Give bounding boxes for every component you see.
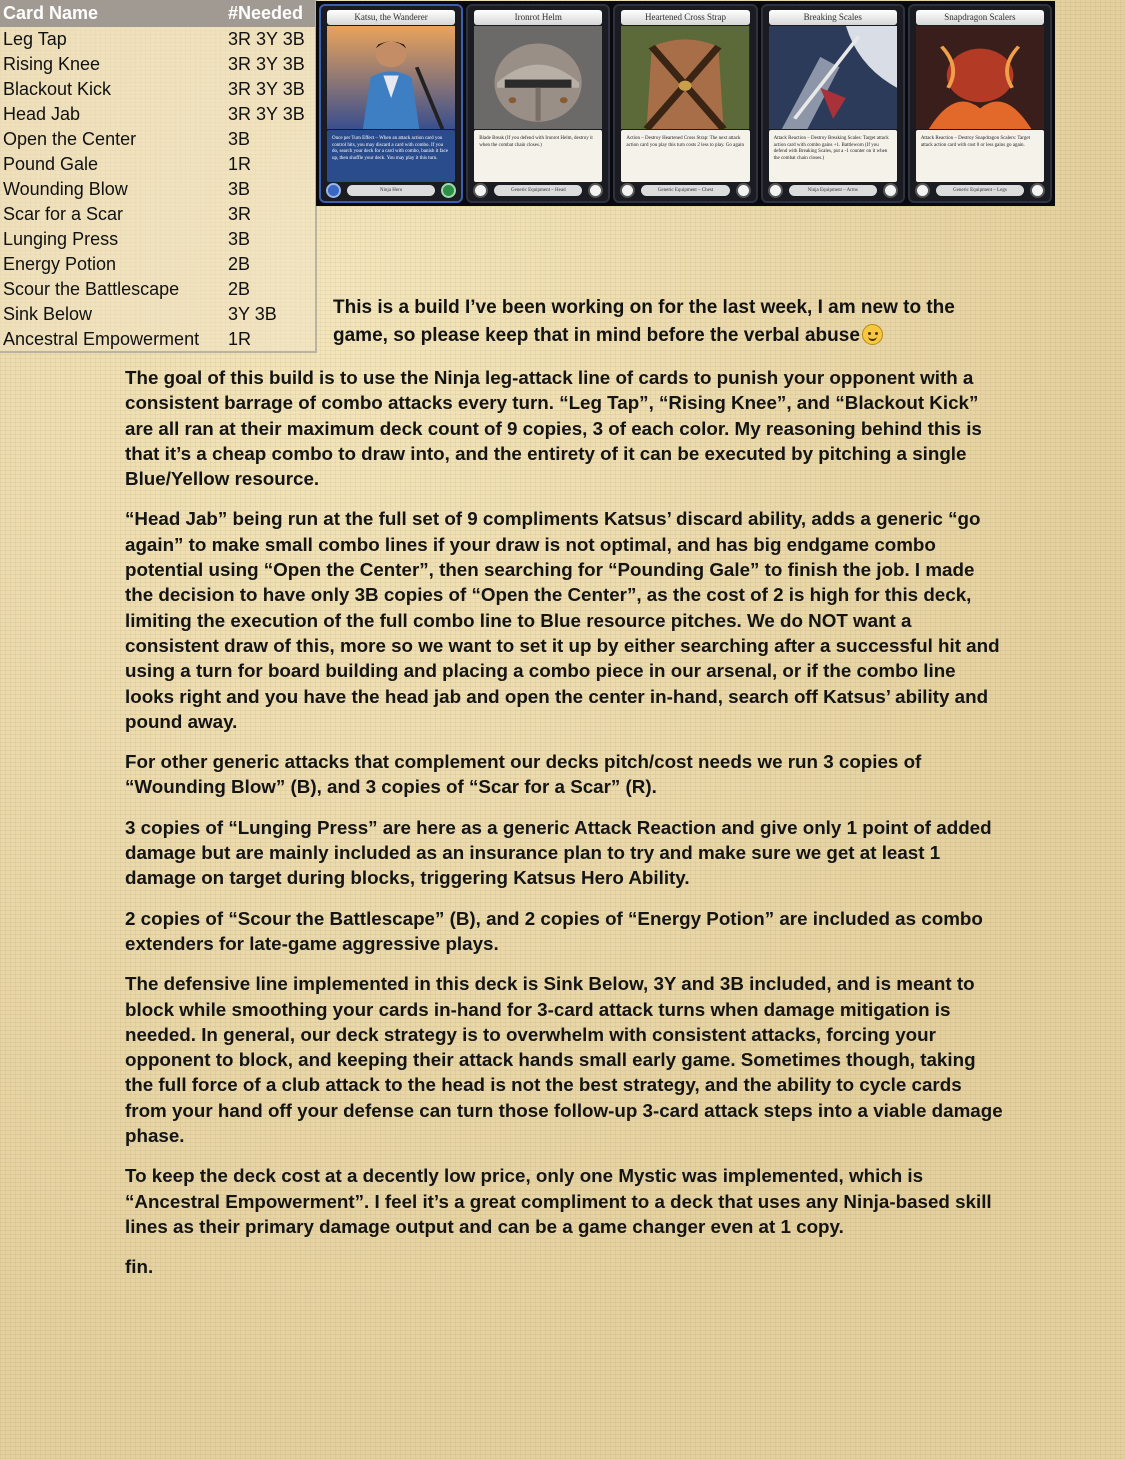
card-text: Action – Destroy Heartened Cross Strap: The next attack action card you play this turn costs 2 less to play. Go again	[621, 130, 749, 182]
needed-cell: 1R	[228, 154, 252, 174]
card-list-table	[0, 0, 317, 353]
paragraph: 3 copies of “Lunging Press” are here as a generic Attack Reaction and give only 1 point of added damage but are mainly included as an insurance plan to try and make sure we get at least 1 damage on target during blocks, triggering Katsus Hero Ability.	[125, 816, 992, 889]
card-name-cell: Scar for a Scar	[3, 204, 124, 224]
intro-text	[333, 294, 993, 350]
table-row	[0, 202, 315, 227]
table-row	[0, 102, 315, 127]
card-art-helm	[474, 26, 602, 129]
resource-icon	[473, 183, 488, 198]
paragraph: The goal of this build is to use the Ninja leg-attack line of cards to punish your opponent with a consistent barrage of combo attacks every turn. “Leg Tap”, “Rising Knee”, and “Blackout Kick” are all ran at their maximum deck count of 9 copies, 3 of each color. My reasoning behind this is that it’s a cheap combo to draw into, and the entirety of it can be executed by pitching a single Blue/Yellow resource.	[125, 367, 982, 490]
paragraph: “Head Jab” being run at the full set of 9 compliments Katsus’ discard ability, adds a generic “go again” to make small combo lines if your draw is not optimal, and has big endgame combo potential using “Open the Center”, then searching for “Pounding Gale” to finish the job. I made the decision to have only 3B copies of “Open the Center”, as the cost of 2 is high for this deck, limiting the execution of the full combo line to Blue resource pitches. We do NOT want a consistent draw of this, more so we want to set it up by either searching after a successful hit and using a turn for board building and placing a combo piece in our arsenal, or if the combo line looks right and you have the head jab and open the center in-hand, search off Katsus’ ability and pound away.	[125, 508, 1000, 732]
card-heartened-cross-strap	[613, 4, 757, 203]
paragraph: 2 copies of “Scour the Battlescape” (B), and 2 copies of “Energy Potion” are included as combo extenders for late-game aggressive plays.	[125, 907, 983, 954]
table-row	[0, 227, 315, 252]
card-name-cell: Ancestral Empowerment	[3, 329, 200, 349]
needed-cell: 3B	[228, 229, 251, 249]
card-title: Ironrot Helm	[474, 10, 602, 25]
needed-cell: 3B	[228, 129, 251, 149]
card-name-cell: Scour the Battlescape	[3, 279, 180, 299]
card-ironrot-helm	[466, 4, 610, 203]
card-text: Blade Break (If you defend with Ironrot Helm, destroy it when the combat chain closes.)	[474, 130, 602, 182]
table-header	[0, 0, 315, 27]
card-name-cell: Pound Gale	[3, 154, 99, 174]
needed-cell: 2B	[228, 254, 251, 274]
card-type: Ninja Equipment – Arms	[789, 185, 877, 196]
table-row	[0, 27, 315, 52]
resource-icon	[915, 183, 930, 198]
paragraph: fin.	[125, 1256, 154, 1278]
needed-cell: 3R 3Y 3B	[228, 29, 305, 49]
life-icon	[441, 183, 456, 198]
card-type: Ninja Hero	[347, 185, 435, 196]
table-row	[0, 302, 315, 327]
paragraph: For other generic attacks that complement our decks pitch/cost needs we run 3 copies of “Wounding Blow” (B), and 3 copies of “Scar for a Scar” (R).	[125, 751, 922, 798]
card-name-cell: Rising Knee	[3, 54, 101, 74]
smiling-face-icon	[862, 324, 883, 345]
card-name-cell: Leg Tap	[3, 29, 67, 49]
card-art-scales	[769, 26, 897, 129]
card-snapdragon-scalers	[908, 4, 1052, 203]
resource-icon	[768, 183, 783, 198]
card-title: Snapdragon Scalers	[916, 10, 1044, 25]
paragraph: The defensive line implemented in this deck is Sink Below, 3Y and 3B included, and is meant to block while smoothing your cards in-hand for 3-card attack turns when damage mitigation is needed. In general, our deck strategy is to overwhelm with consistent attacks, forcing your opponent to block, and keeping their attack hands small early game. Sometimes though, taking the full force of a club attack to the head is not the best strategy, and the ability to cycle cards from your hand off your defense can turn those follow-up 3-card attack steps into a viable damage phase.	[125, 973, 1003, 1147]
defense-icon	[736, 183, 751, 198]
table-row	[0, 127, 315, 152]
needed-cell: 3Y 3B	[228, 304, 277, 324]
table-row	[0, 277, 315, 302]
card-name-cell: Wounding Blow	[3, 179, 128, 199]
card-type: Generic Equipment – Head	[494, 185, 582, 196]
needed-cell: 1R	[228, 329, 252, 349]
needed-cell: 3B	[228, 179, 251, 199]
card-name-cell: Lunging Press	[3, 229, 119, 249]
card-name-cell: Blackout Kick	[3, 79, 112, 99]
card-text: Attack Reaction – Destroy Breaking Scales: Target attack action card with combo gains +1. Battleworn (If you defend with Breaking Scales, put a -1 counter on it when the combat chain closes.)	[769, 130, 897, 182]
card-images-strip	[316, 1, 1055, 206]
defense-icon	[326, 183, 341, 198]
card-name-cell: Sink Below	[3, 304, 93, 324]
intro-sentence: This is a build I’ve been working on for the last week, I am new to the game, so please keep that in mind before the verbal abuse	[333, 297, 955, 346]
resource-icon	[620, 183, 635, 198]
article-body	[125, 365, 1005, 1295]
table-row	[0, 52, 315, 77]
needed-cell: 3R 3Y 3B	[228, 79, 305, 99]
card-title: Breaking Scales	[769, 10, 897, 25]
header-needed: #Needed	[228, 3, 304, 23]
table-row	[0, 252, 315, 277]
table-row	[0, 327, 315, 352]
card-name-cell: Energy Potion	[3, 254, 117, 274]
card-katsu	[319, 4, 463, 203]
table-row	[0, 77, 315, 102]
table-row	[0, 177, 315, 202]
card-art-scalers	[916, 26, 1044, 129]
paragraph: To keep the deck cost at a decently low price, only one Mystic was implemented, which is “Ancestral Empowerment”. I feel it’s a great compliment to a deck that uses any Ninja-based skill lines as their primary damage output and can be a game changer even at 1 copy.	[125, 1165, 992, 1237]
defense-icon	[1030, 183, 1045, 198]
needed-cell: 3R	[228, 204, 252, 224]
defense-icon	[883, 183, 898, 198]
card-type: Generic Equipment – Legs	[936, 185, 1024, 196]
card-name-cell: Head Jab	[3, 104, 81, 124]
card-text: Once per Turn Effect – When an attack action card you control hits, you may discard a card with combo. If you do, search your deck for a card with combo, banish it face up, then shuffle your deck. You may play it this turn.	[327, 130, 455, 182]
header-card-name: Card Name	[3, 3, 99, 23]
card-art-strap	[621, 26, 749, 129]
table-row	[0, 152, 315, 177]
defense-icon	[588, 183, 603, 198]
needed-cell: 3R 3Y 3B	[228, 54, 305, 74]
card-text: Attack Reaction – Destroy Snapdragon Scalers: Target attack action card with cost 0 or less gains go again.	[916, 130, 1044, 182]
card-title: Katsu, the Wanderer	[327, 10, 455, 25]
needed-cell: 2B	[228, 279, 251, 299]
card-breaking-scales	[761, 4, 905, 203]
card-art-katsu	[327, 26, 455, 129]
card-name-cell: Open the Center	[3, 129, 137, 149]
needed-cell: 3R 3Y 3B	[228, 104, 305, 124]
card-title: Heartened Cross Strap	[621, 10, 749, 25]
card-type: Generic Equipment – Chest	[641, 185, 729, 196]
